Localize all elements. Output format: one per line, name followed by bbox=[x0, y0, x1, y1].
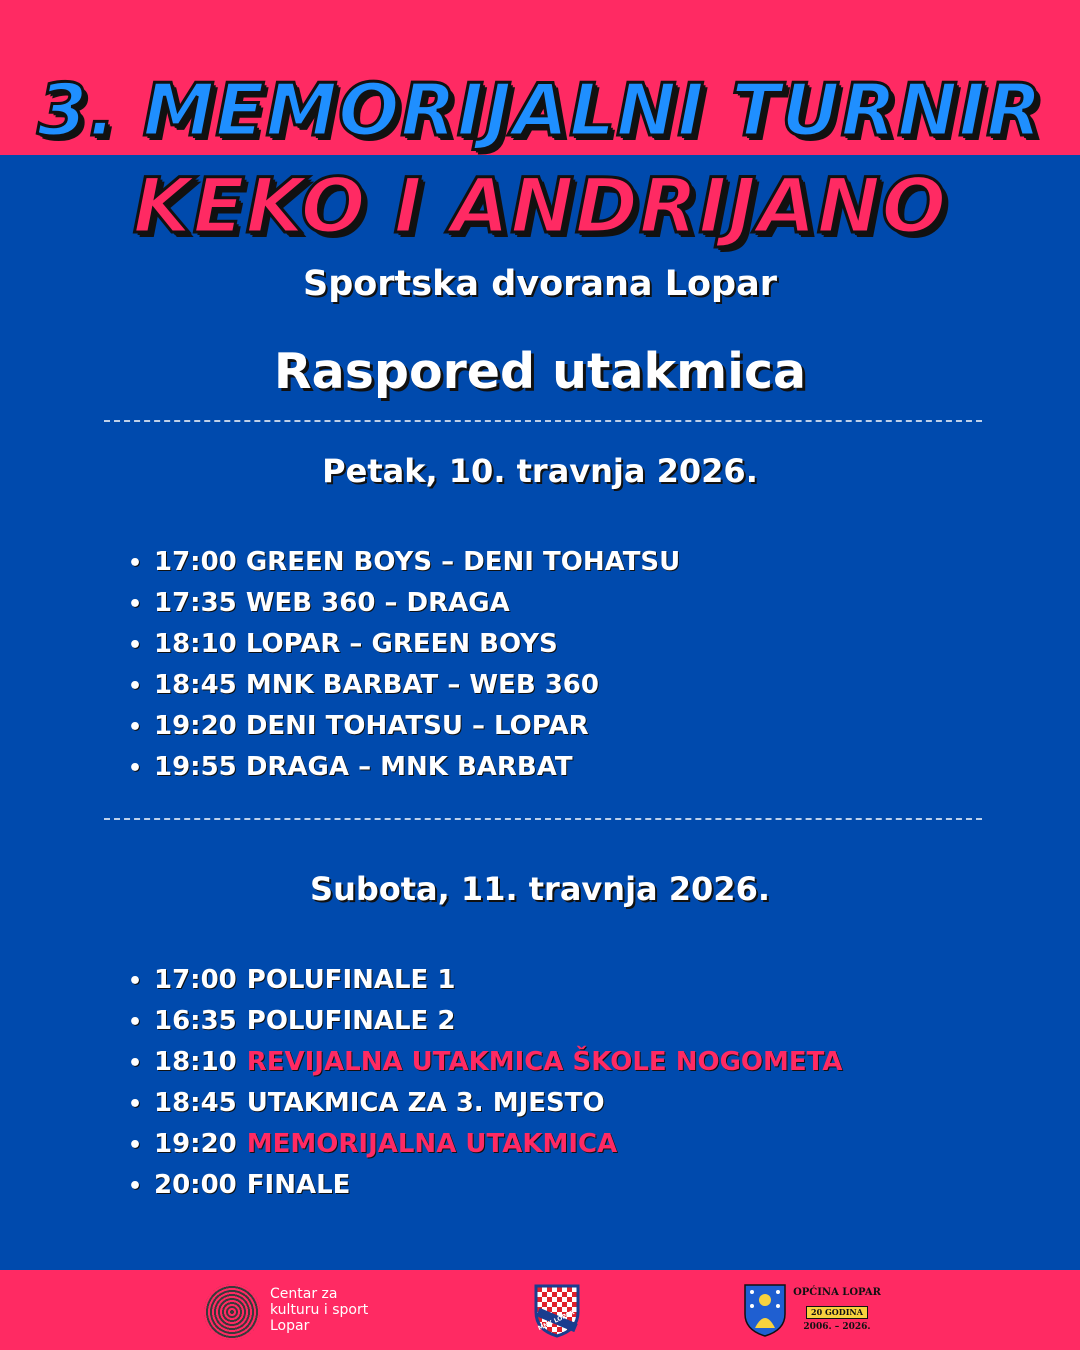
match-time: 18:45 bbox=[154, 1088, 237, 1118]
match-time: 20:00 bbox=[154, 1170, 237, 1200]
tournament-subtitle: KEKO I ANDRIJANO bbox=[132, 161, 948, 250]
ckl-line: kulturu i sport bbox=[270, 1302, 369, 1318]
ckl-line: Centar za bbox=[270, 1286, 338, 1302]
bullet-icon: • bbox=[128, 1010, 143, 1035]
opcina-name: OPĆINA LOPAR bbox=[793, 1287, 881, 1298]
match-time: 19:55 bbox=[154, 752, 237, 782]
bullet-icon: • bbox=[128, 1092, 143, 1117]
ckl-name bbox=[270, 1286, 400, 1334]
opcina-lopar-label bbox=[792, 1286, 882, 1334]
bullet-icon: • bbox=[128, 1133, 143, 1158]
match-label: WEB 360 – DRAGA bbox=[245, 588, 510, 618]
anniversary-badge: 20 GODINA bbox=[806, 1306, 868, 1319]
match-label: FINALE bbox=[246, 1170, 351, 1200]
mnk-crest-text: MNK LOPAR bbox=[536, 1309, 576, 1333]
match-time: 18:10 bbox=[154, 1047, 237, 1077]
venue-name: Sportska dvorana Lopar bbox=[302, 264, 777, 304]
match-time: 19:20 bbox=[154, 711, 237, 741]
list-item bbox=[128, 1124, 843, 1165]
match-label: DRAGA – MNK BARBAT bbox=[245, 752, 573, 782]
list-item bbox=[128, 1083, 843, 1124]
schedule-heading: Raspored utakmica bbox=[273, 343, 807, 400]
bullet-icon: • bbox=[128, 592, 143, 617]
list-item bbox=[128, 542, 680, 583]
ckl-logo-icon bbox=[204, 1284, 260, 1340]
list-item bbox=[128, 706, 680, 747]
match-time: 17:00 bbox=[154, 547, 237, 577]
match-time: 16:35 bbox=[154, 1006, 237, 1036]
mnk-lopar-crest-icon bbox=[532, 1282, 582, 1338]
bullet-icon: • bbox=[128, 1051, 143, 1076]
saturday-match-list bbox=[128, 960, 843, 1206]
match-label: DENI TOHATSU – LOPAR bbox=[245, 711, 589, 741]
list-item bbox=[128, 1001, 843, 1042]
bullet-icon: • bbox=[128, 551, 143, 576]
friday-match-list bbox=[128, 542, 680, 788]
ckl-line: Lopar bbox=[270, 1318, 310, 1334]
match-label: POLUFINALE 1 bbox=[246, 965, 456, 995]
match-label: MNK BARBAT – WEB 360 bbox=[245, 670, 599, 700]
list-item bbox=[128, 960, 843, 1001]
opcina-lopar-coat-of-arms-icon bbox=[742, 1282, 788, 1338]
match-label-highlight: MEMORIJALNA UTAKMICA bbox=[246, 1129, 618, 1159]
match-time: 17:00 bbox=[154, 965, 237, 995]
match-time: 19:20 bbox=[154, 1129, 237, 1159]
bullet-icon: • bbox=[128, 969, 143, 994]
day-heading-saturday: Subota, 11. travnja 2026. bbox=[310, 870, 770, 908]
bullet-icon: • bbox=[128, 715, 143, 740]
list-item bbox=[128, 1165, 843, 1206]
bullet-icon: • bbox=[128, 756, 143, 781]
match-time: 18:45 bbox=[154, 670, 237, 700]
day-heading-friday: Petak, 10. travnja 2026. bbox=[322, 452, 758, 490]
match-time: 18:10 bbox=[154, 629, 237, 659]
match-label: GREEN BOYS – DENI TOHATSU bbox=[245, 547, 681, 577]
match-label: LOPAR – GREEN BOYS bbox=[245, 629, 558, 659]
bullet-icon: • bbox=[128, 633, 143, 658]
match-label: UTAKMICA ZA 3. MJESTO bbox=[246, 1088, 605, 1118]
section-divider bbox=[104, 420, 982, 422]
tournament-title: 3. MEMORIJALNI TURNIR bbox=[37, 68, 1043, 152]
bullet-icon: • bbox=[128, 674, 143, 699]
list-item bbox=[128, 624, 680, 665]
list-item bbox=[128, 665, 680, 706]
bullet-icon: • bbox=[128, 1174, 143, 1199]
list-item bbox=[128, 1042, 843, 1083]
match-label-highlight: REVIJALNA UTAKMICA ŠKOLE NOGOMETA bbox=[246, 1047, 843, 1077]
list-item bbox=[128, 583, 680, 624]
section-divider bbox=[104, 818, 982, 820]
match-label: POLUFINALE 2 bbox=[246, 1006, 456, 1036]
anniversary-range: 2006. – 2026. bbox=[803, 1322, 871, 1332]
list-item bbox=[128, 747, 680, 788]
match-time: 17:35 bbox=[154, 588, 237, 618]
